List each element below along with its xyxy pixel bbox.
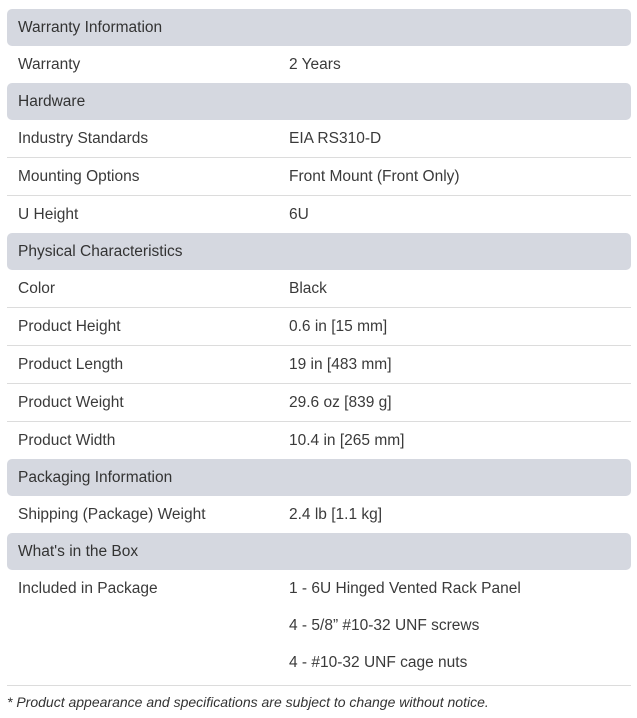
spec-label: Shipping (Package) Weight: [18, 506, 206, 523]
package-item: 4 - #10-32 UNF cage nuts: [289, 654, 468, 671]
spec-row-product-height: [7, 308, 631, 346]
spec-row-product-length: [7, 346, 631, 384]
spec-row-warranty: [7, 46, 631, 83]
spec-label: Color: [18, 280, 56, 297]
spec-value: 0.6 in [15 mm]: [289, 318, 388, 335]
spec-row-mounting-options: [7, 158, 631, 196]
spec-row-product-width: [7, 422, 631, 459]
spec-label: Product Height: [18, 318, 121, 335]
spec-table: [7, 9, 631, 686]
section-header-whats-in-box: What's in the Box: [7, 533, 631, 570]
spec-row-included-in-package: [7, 570, 631, 686]
section-header-packaging: Packaging Information: [7, 459, 631, 496]
section-header-hardware: Hardware: [7, 83, 631, 120]
package-item: 1 - 6U Hinged Vented Rack Panel: [289, 580, 521, 597]
spec-row-shipping-weight: [7, 496, 631, 533]
spec-row-industry-standards: [7, 120, 631, 158]
spec-value: 10.4 in [265 mm]: [289, 432, 405, 449]
spec-label: Product Width: [18, 432, 116, 449]
spec-label: Warranty: [18, 56, 81, 73]
spec-label: Included in Package: [18, 580, 158, 597]
spec-label: U Height: [18, 206, 79, 223]
spec-value: Front Mount (Front Only): [289, 168, 460, 185]
spec-value: 19 in [483 mm]: [289, 356, 392, 373]
package-items-list: [289, 570, 631, 685]
spec-value: EIA RS310-D: [289, 130, 382, 147]
spec-row-color: [7, 270, 631, 308]
spec-value: 2.4 lb [1.1 kg]: [289, 506, 383, 523]
spec-label: Industry Standards: [18, 130, 149, 147]
spec-row-product-weight: [7, 384, 631, 422]
spec-row-u-height: [7, 196, 631, 233]
spec-value: 2 Years: [289, 56, 341, 73]
disclaimer-footnote: * Product appearance and specifications are subject to change without notice.: [7, 694, 489, 710]
package-item: 4 - 5/8” #10-32 UNF screws: [289, 617, 480, 634]
spec-label: Product Length: [18, 356, 124, 373]
spec-label: Product Weight: [18, 394, 124, 411]
spec-label: Mounting Options: [18, 168, 140, 185]
spec-value: 6U: [289, 206, 309, 223]
section-header-physical: Physical Characteristics: [7, 233, 631, 270]
section-header-warranty: Warranty Information: [7, 9, 631, 46]
spec-value: Black: [289, 280, 327, 297]
spec-value: 29.6 oz [839 g]: [289, 394, 392, 411]
